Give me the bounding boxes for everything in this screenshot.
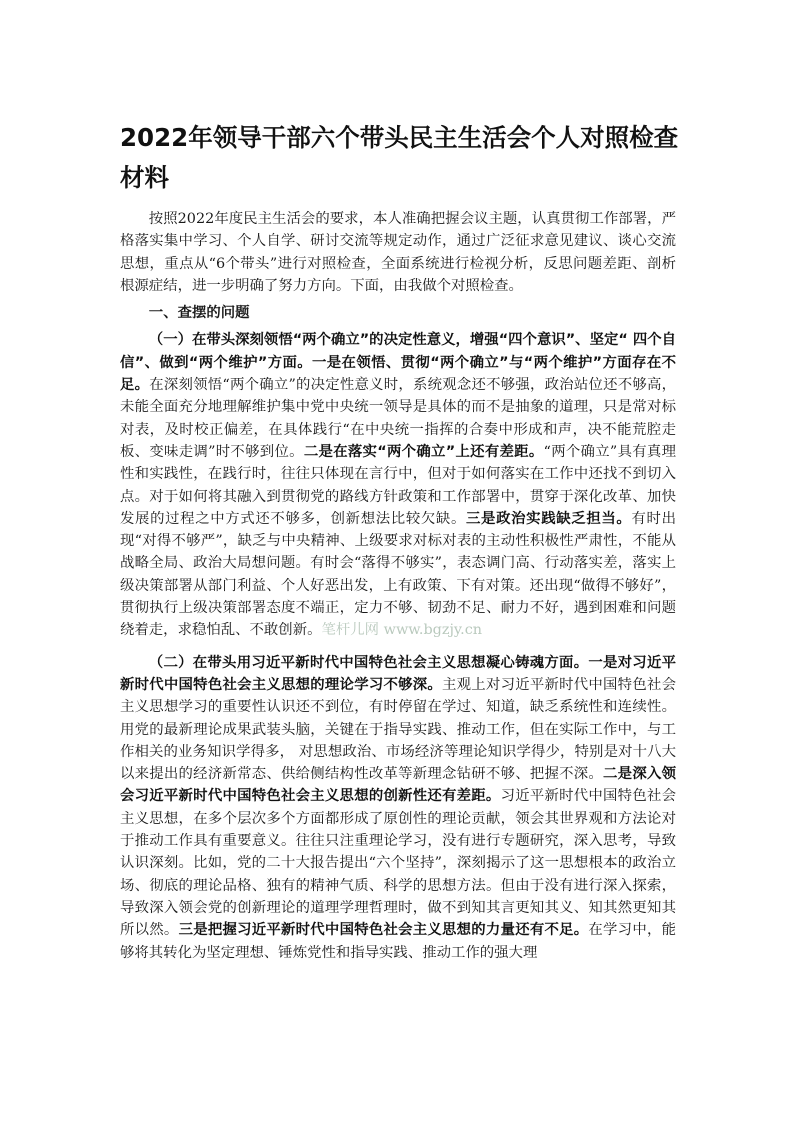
paragraph-1 [120,329,676,641]
paragraph-1-lead: （一）在带头深刻领悟“两个确立”的决定性意义，增强“四个意识”、坚定“ 四个自信”、做到“两个维护”方面。一是在领悟、贯彻“两个确立”与“两个维护”方面存在不足。 [120,332,676,394]
paragraph-2-lead: （二）在带头用习近平新时代中国特色社会主义思想凝心铸魂方面。一是对习近平新时代中国特色社会主义思想的理论学习不够深。 [120,654,676,693]
paragraph-2-point-2: 二是深入领会习近平新时代中国特色社会主义思想的创新性还有差距。 [120,766,676,805]
paragraph-1-text-3: 有时出现“对得不够严”，缺乏与中央精神、上级要求对标对表的主动性积极性严肃性，不能从战略全局、政治大局想问题。有时会“落得不够实”，表态调门高、行动落实差，落实上级决策部署从部门利益、个人好恶出发，上有政策、下有对策。还出现“做得不够好”，贯彻执行上级决策部署态度不端正，定力不够、韧劲不足、耐力不好，遇到困难和问题绕着走，求稳怕乱、不敢创新。 [120,510,676,639]
document-body [120,208,676,964]
paragraph-1-text-2: “两个确立”具有真理性和实践性，在践行时，往往只体现在言行中，但对于如何落实在工作中还找不到切入点。对于如何将其融入到贯彻党的路线方针政策和工作部署中，贯穿于深化改革、加快发展的过程之中方式还不够多，创新想法比较欠缺。 [120,443,677,527]
paragraph-2-text-1: 主观上对习近平新时代中国特色社会主义思想学习的重要性认识还不到位，有时停留在学过、知道，缺乏系统性和连续性。用党的最新理论成果武装头脑，关键在于指导实践、推动工作，但在实际工作中，与工作相关的业务知识学得多， 对思想政治、市场经济等理论知识学得少，特别是对十八大以来提出的经济新常态、供给侧结构性改革等新理念钻研不够、把握不深。 [120,676,676,783]
intro-paragraph: 按照2022年度民主生活会的要求，本人准确把握会议主题，认真贯彻工作部署，严格落实集中学习、个人自学、研讨交流等规定动作，通过广泛征求意见建议、谈心交流思想，重点从“6个带头”进行对照检查，全面系统进行检视分析，反思问题差距、剖析根源症结，进一步明确了努力方向。下面，由我做个对照检查。 [120,211,676,294]
section-heading: 一、查摆的问题 [148,305,250,322]
paragraph-2-text-2: 习近平新时代中国特色社会主义思想，在多个层次多个方面都形成了原创性的理论贡献，领会其世界观和方法论对于推动工作具有重要意义。往往只注重理论学习，没有进行专题研究，深入思考，导致认识深刻。比如，党的二十大报告提出“六个坚持”，深刻揭示了这一思想根本的政治立场、彻底的理论品格、独有的精神气质、科学的思想方法。但由于没有进行深入探索，导致深入领会党的创新理论的道理学理哲理时，做不到知其言更知其义、知其然更知其所以然。 [120,788,676,939]
paragraph-2-text-3: 在学习中，能够将其转化为坚定理想、锤炼党性和指导实践、推动工作的强大理 [120,922,676,961]
paragraph-1-text-1: 在深刻领悟“两个确立”的决定性意义时，系统观念还不够强，政治站位还不够高，未能全面充分地理解维护集中党中央统一领导是具体的而不是抽象的道理，只是常对标对表，及时校正偏差，在具体践行“在中央统一指挥的合奏中形成和声，决不能荒腔走板、变味走调”时不够到位。 [120,377,676,460]
paragraph-2 [120,652,676,964]
paragraph-1-point-2: 二是在落实“两个确立”上还有差距。 [303,443,544,460]
paragraph-1-point-3: 三是政治实践缺乏担当。 [466,510,632,527]
paragraph-2-point-3: 三是把握习近平新时代中国特色社会主义思想的力量还有不足。 [178,922,589,939]
document-title: 2022年领导干部六个带头民主生活会个人对照检查材料 [120,123,679,192]
watermark-text: 笔杆儿网 www.bgzjy.cn [321,622,483,639]
